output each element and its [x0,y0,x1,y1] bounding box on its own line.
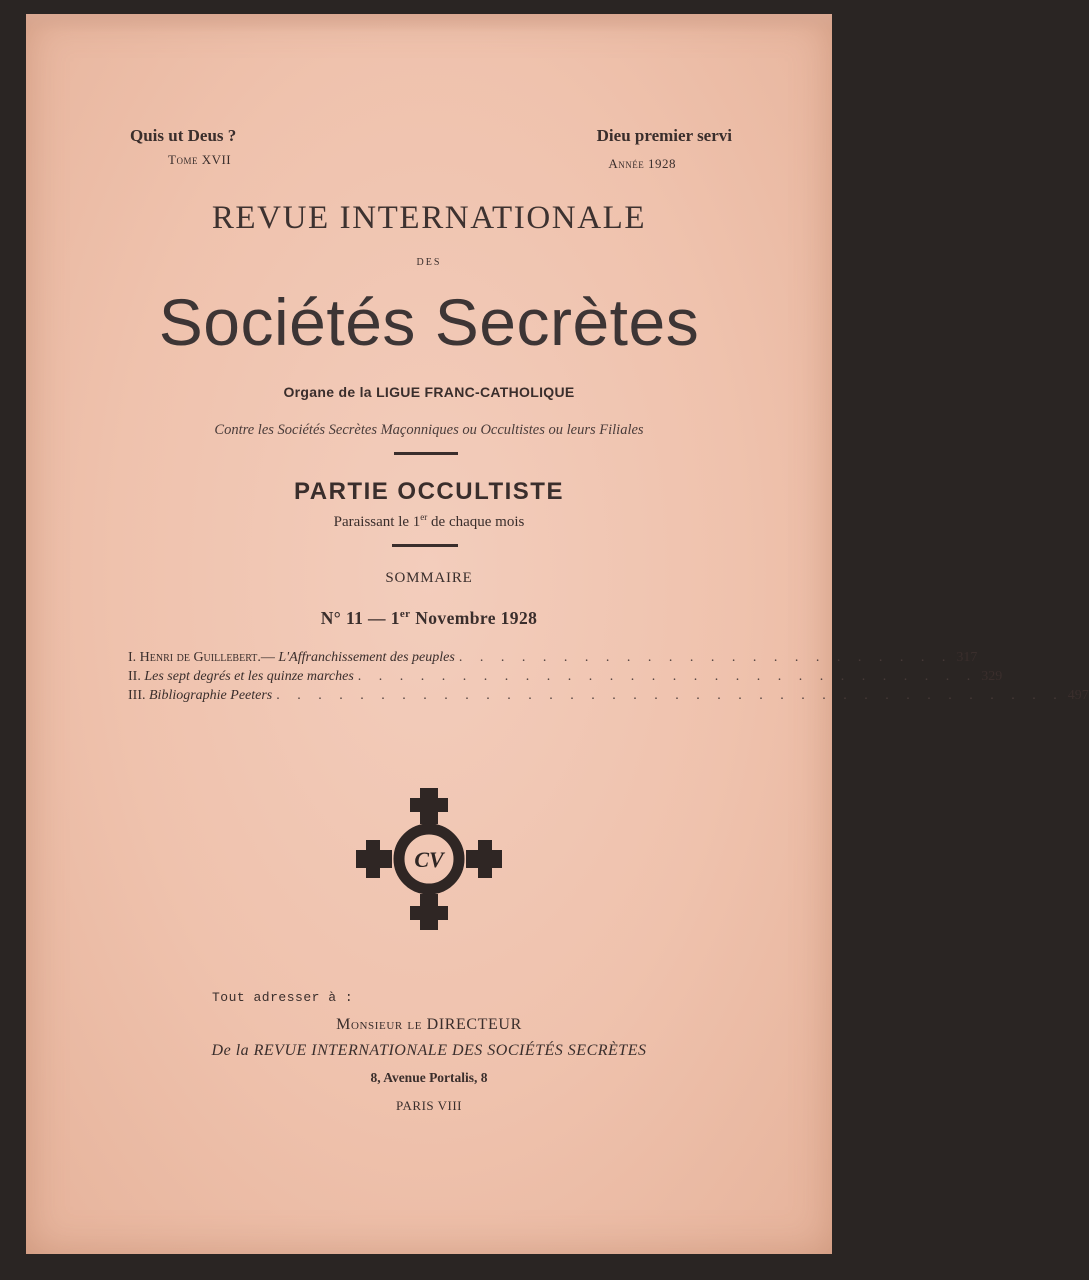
year-label: Année 1928 [608,156,676,171]
emblem-monogram: CV [414,847,444,872]
divider-rule [392,544,458,547]
contre-subtitle: Contre les Sociétés Secrètes Maçonniques ou Occultistes ou leurs Filiales [214,422,644,438]
toc-item: II. Les sept degrés et les quinze marches . . . . . . . . . . . . . . . . . . . . . . . . . . . . . . 329 [128,669,1003,684]
motto-left: Quis ut Deus ? [130,126,237,145]
tome-label: Tome XVII [168,152,232,167]
toc-page-number: 497 [1067,688,1089,703]
section-title: PARTIE OCCULTISTE [294,478,564,505]
publication-main-title: Sociétés Secrètes [158,285,700,359]
address-recipient: Monsieur le DIRECTEUR [336,1016,522,1033]
dot-leader: . . . . . . . . . . . . . . . . . . . . . . . . . . . . . . [357,669,978,684]
organe-subtitle: Organe de la LIGUE FRANC-CATHOLIQUE [283,384,575,400]
table-of-contents [128,650,1089,710]
issue-number: N° 11 — 1er Novembre 1928 [320,608,538,628]
toc-page-number: 329 [981,669,1003,684]
toc-item: I. Henri de Guillebert.— L'Affranchissement des peuples . . . . . . . . . . . . . . . . . . . . . . . . 317 [128,650,978,665]
toc-item: III. Bibliographie Peeters . . . . . . . . . . . . . . . . . . . . . . . . . . . . . . . . . . . . . . 497 [128,688,1089,703]
publication-title-line2: des [416,254,442,269]
divider-rule [394,452,458,455]
address-street: 8, Avenue Portalis, 8 [370,1070,488,1085]
motto-right: Dieu premier servi [596,126,732,145]
address-city: PARIS VIII [395,1098,463,1113]
dot-leader: . . . . . . . . . . . . . . . . . . . . . . . . [458,650,953,665]
magazine-cover [26,14,1089,1254]
publication-title-line1: REVUE INTERNATIONALE [211,200,647,236]
sommaire-heading: SOMMAIRE [385,570,473,586]
frequency-note: Paraissant le 1er de chaque mois [333,512,525,530]
address-publication: De la REVUE INTERNATIONALE DES SOCIÉTÉS SECRÈTES [211,1042,647,1059]
toc-page-number: 317 [956,650,978,665]
dot-leader: . . . . . . . . . . . . . . . . . . . . . . . . . . . . . . . . . . . . . . [276,688,1064,703]
cross-emblem-icon [354,784,504,934]
address-intro: Tout adresser à : [212,990,354,1005]
